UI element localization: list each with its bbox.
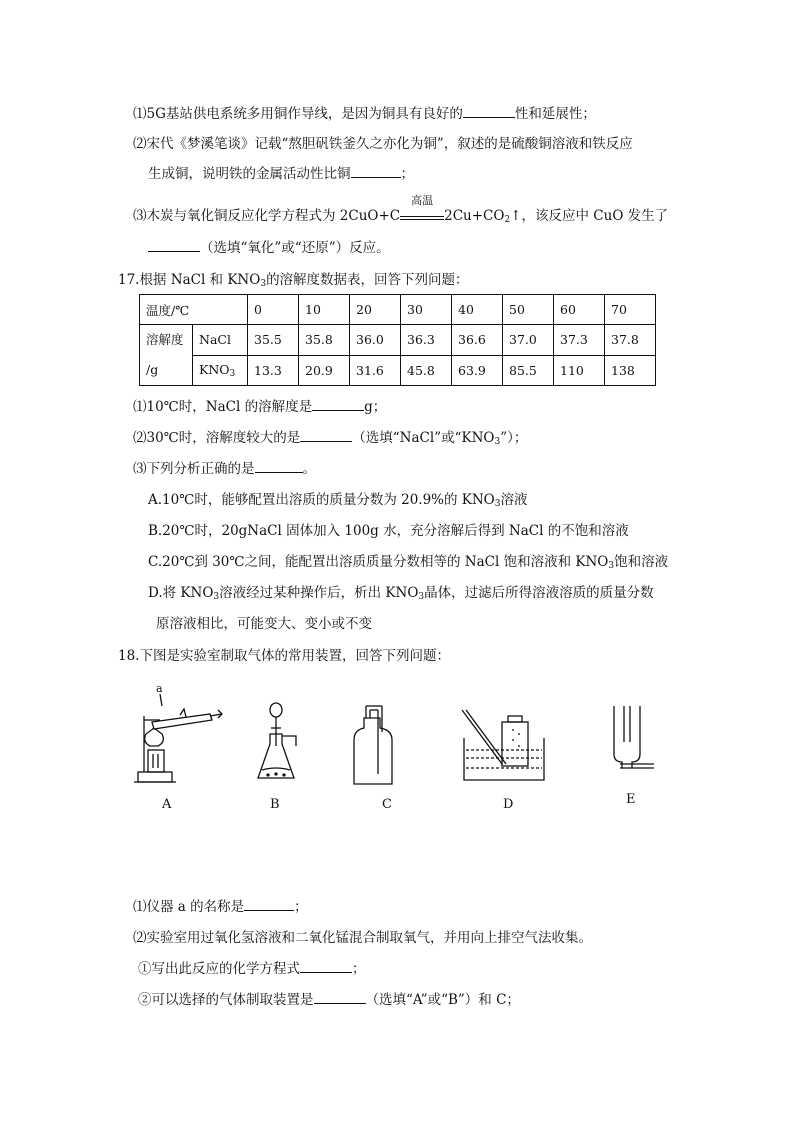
q18-part2-1-text: ①写出此反应的化学方程式 [138,961,300,977]
condition-high-temperature: 高温 [411,194,434,207]
q16-part3 [133,194,669,230]
q17-stem-text-2: 的溶解度数据表，回答下列问题： [266,272,469,288]
table-cell: 35.5 [248,325,299,356]
answer-blank[interactable] [463,104,515,118]
table-cell: 60 [554,295,605,325]
table-cell: 45.8 [401,355,452,386]
table-cell: 63.9 [452,355,503,386]
q16-part3-cont [148,238,390,258]
table-cell: 50 [503,295,554,325]
q17-part2-text: ⑵30℃时，溶解度较大的是 [133,430,301,446]
subscript: 3 [608,561,615,571]
caption-d: D [503,797,514,812]
apparatus-c [354,706,392,784]
option-d-text-3: 晶体，过滤后所得溶液溶质的质量分数 [424,585,654,601]
subscript: 2 [504,215,511,225]
subscript: 3 [494,437,501,447]
equation-products: 2Cu+CO [444,208,505,224]
subscript: 3 [418,592,425,602]
reaction-condition [400,194,444,220]
table-cell: 37.3 [554,325,605,356]
answer-blank[interactable] [351,164,401,178]
q18-part2-1-tail: ； [352,961,366,977]
q16-part1 [133,104,596,124]
table-cell: 20 [350,295,401,325]
table-row-kno3 [140,355,656,386]
table-cell: 35.8 [299,325,350,356]
q16-part1-text: ⑴5G基站供电系统多用铜作导线，是因为铜具有良好的 [133,106,463,122]
q18-part2-1 [138,959,366,979]
q17-part1-text: ⑴10℃时，NaCl 的溶解度是 [133,399,313,415]
answer-blank[interactable] [300,428,352,442]
table-cell: 110 [554,355,605,386]
table-cell: 10 [299,295,350,325]
q18-part1-tail: ； [294,899,308,915]
table-row-temperature [140,295,656,325]
q16-part2 [133,134,633,154]
apparatus-a [134,682,222,782]
nacl-label: NaCl [193,325,248,356]
table-cell: 37.0 [503,325,554,356]
q16-part2-text-cont: 生成铜，说明铁的金属活动性比铜 [148,166,351,182]
q18-part2-text: ⑵实验室用过氧化氢溶液和二氧化锰混合制取氧气，并用向上排空气法收集。 [133,930,592,946]
equals-sign [400,216,444,220]
answer-blank[interactable] [312,397,364,411]
q17-stem-text: 17.根据 NaCl 和 KNO [118,272,261,288]
table-cell: 138 [605,355,656,386]
table-cell: 20.9 [299,355,350,386]
solubility-table [139,294,656,386]
q16-part1-tail: 性和延展性； [514,106,596,122]
table-cell: 36.3 [401,325,452,356]
solubility-label: 溶解度 [146,332,184,347]
caption-c: C [382,797,392,812]
option-b-text: B.20℃时，20gNaCl 固体加入 100g 水，充分溶解后得到 NaCl 的不饱和溶液 [148,523,629,539]
q18-part1-text: ⑴仪器 a 的名称是 [133,899,245,915]
answer-blank[interactable] [255,459,303,473]
caption-e: E [626,792,636,807]
table-cell: 37.8 [605,325,656,356]
apparatus-d [462,710,544,780]
table-cell: 70 [605,295,656,325]
apparatus-b [258,703,296,778]
q16-part3-tail: ，该反应中 CuO 发生了 [521,208,669,224]
table-cell: 40 [452,295,503,325]
kno3-label [193,355,248,386]
table-cell: 85.5 [503,355,554,386]
q17-part1 [133,397,386,417]
apparatus-e [614,706,654,768]
q18-part2-2 [138,990,520,1010]
table-cell: 36.6 [452,325,503,356]
option-d-text-2: 溶液经过某种操作后，析出 KNO [219,585,419,601]
option-d-text-cont: 原溶液相比，可能变大、变小或不变 [156,616,372,632]
table-cell: 31.6 [350,355,401,386]
option-a-text: A.10℃时，能够配置出溶质的质量分数为 20.9%的 KNO [148,492,495,508]
option-d [148,583,654,607]
q18-stem [118,646,450,666]
apparatus-figure [120,676,660,796]
label-a: a [156,682,163,695]
gas-arrow-icon: ↑ [510,208,522,224]
subscript: 3 [260,279,267,289]
option-d-cont [156,614,372,634]
q16-part2-text: ⑵宋代《梦溪笔谈》记载“熬胆矾铁釜久之亦化为铜”，叙述的是硫酸铜溶液和铁反应 [133,136,633,152]
option-b [148,521,629,541]
temperature-header: 温度/℃ [140,295,248,325]
q18-part2 [133,928,592,948]
subscript: 3 [229,368,236,379]
q17-part3-text: ⑶下列分析正确的是 [133,461,255,477]
answer-blank[interactable] [244,897,294,911]
q16-part2-tail: ； [400,166,414,182]
subscript: 3 [494,499,501,509]
q18-part2-2-text: ②可以选择的气体制取装置是 [138,992,314,1008]
solubility-unit: /g [146,362,159,377]
q17-part2 [133,428,527,452]
option-a-tail: 溶液 [500,492,528,508]
kno3-label-text: KNO [199,361,230,377]
option-c [148,552,668,576]
table-cell: 13.3 [248,355,299,386]
subscript: 3 [213,592,220,602]
table-cell: 30 [401,295,452,325]
q16-part2-cont [148,164,414,184]
caption-a: A [162,797,172,812]
q17-part1-tail: g； [364,399,387,415]
table-cell: 36.0 [350,325,401,356]
q18-stem-text: 18.下图是实验室制取气体的常用装置，回答下列问题： [118,648,450,664]
answer-blank[interactable] [148,238,200,252]
q18-part2-2-options: （选填“A”或“B”）和 C； [365,992,520,1008]
table-cell: 0 [248,295,299,325]
option-a [148,490,528,514]
caption-b: B [270,797,280,812]
q17-part3-tail: 。 [302,461,316,477]
equation-reactants: ⑶木炭与氧化铜反应化学方程式为 2CuO+C [133,208,401,224]
table-row-nacl [140,325,656,356]
option-c-tail: 饱和溶液 [614,554,669,570]
answer-blank[interactable] [300,959,352,973]
q17-part3 [133,459,316,479]
q18-part1 [133,897,308,917]
q17-stem [118,270,469,294]
q17-part2-tail: ”）； [500,430,528,446]
q17-part2-options: （选填“NaCl”或“KNO [352,430,495,446]
solubility-header [140,325,193,386]
q16-part3-options: （选填“氧化”或“还原”）反应。 [200,240,390,256]
option-c-text: C.20℃到 30℃之间，能配置出溶质质量分数相等的 NaCl 饱和溶液和 KNO [148,554,609,570]
answer-blank[interactable] [314,990,366,1004]
option-d-text: D.将 KNO [148,585,214,601]
